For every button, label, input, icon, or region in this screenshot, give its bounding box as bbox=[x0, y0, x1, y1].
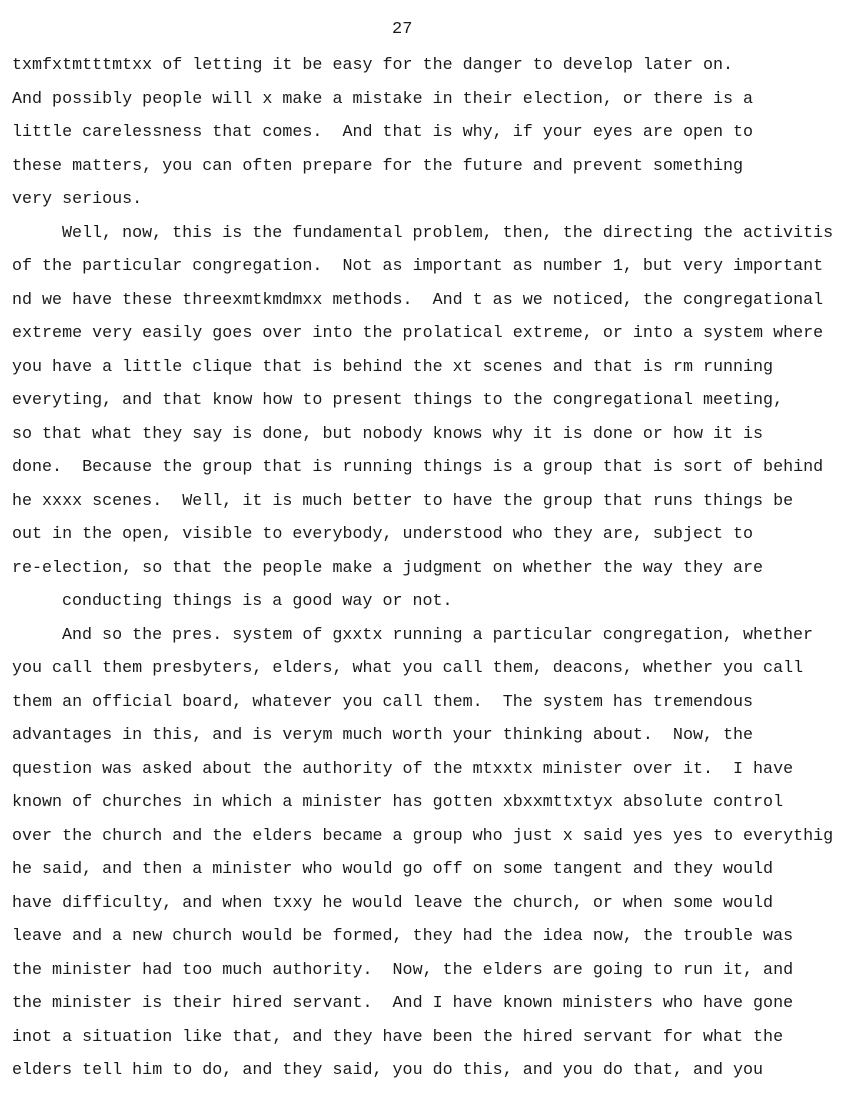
text-line: elders tell him to do, and they said, you do this, and you do that, and you bbox=[12, 1061, 764, 1080]
text-line: of the particular congregation. Not as important as number 1, but very important bbox=[12, 257, 824, 276]
text-line: very serious. bbox=[12, 190, 143, 209]
text-line: done. Because the group that is running things is a group that is sort of behind bbox=[12, 458, 824, 477]
text-line: known of churches in which a minister has gotten xbxxmttxtyx absolute control bbox=[12, 793, 784, 812]
text-line: little carelessness that comes. And that is why, if your eyes are open to bbox=[12, 123, 754, 142]
text-line: advantages in this, and is verym much worth your thinking about. Now, the bbox=[12, 726, 754, 745]
text-line: you have a little clique that is behind the xt scenes and that is rm running bbox=[12, 357, 774, 377]
text-line: Well, now, this is the fundamental problem, then, the directing the activitis bbox=[62, 223, 834, 243]
text-line: leave and a new church would be formed, they had the idea now, the trouble was bbox=[12, 927, 794, 946]
text-line: everyting, and that know how to present things to the congregational meeting, bbox=[12, 391, 784, 410]
text-line: the minister is their hired servant. And I have known ministers who have gone bbox=[12, 994, 794, 1013]
text-line: them an official board, whatever you call them. The system has tremendous bbox=[12, 692, 754, 712]
text-line: re-election, so that the people make a judgment on whether the way they are bbox=[12, 558, 764, 578]
text-line: he xxxx scenes. Well, it is much better to have the group that runs things be bbox=[12, 491, 794, 511]
text-line: the minister had too much authority. Now, the elders are going to run it, and bbox=[12, 960, 794, 980]
text-line: extreme very easily goes over into the prolatical extreme, or into a system where bbox=[12, 324, 824, 343]
text-line: And so the pres. system of gxxtx running a particular congregation, whether bbox=[62, 625, 814, 645]
text-line: conducting things is a good way or not. bbox=[62, 592, 453, 611]
text-line: inot a situation like that, and they have been the hired servant for what the bbox=[12, 1027, 784, 1047]
page-number: 27 bbox=[392, 20, 413, 39]
text-line: txmfxtmtttmtxx of letting it be easy for the danger to develop later on. bbox=[12, 56, 734, 75]
text-line: out in the open, visible to everybody, understood who they are, subject to bbox=[12, 525, 754, 544]
text-line: so that what they say is done, but nobody knows why it is done or how it is bbox=[12, 424, 764, 444]
text-line: these matters, you can often prepare for the future and prevent something bbox=[12, 156, 744, 176]
text-line: over the church and the elders became a group who just x said yes yes to everythig bbox=[12, 826, 834, 846]
text-line: And possibly people will x make a mistake in their election, or there is a bbox=[12, 89, 754, 109]
text-line: question was asked about the authority of the mtxxtx minister over it. I have bbox=[12, 759, 794, 779]
text-line: he said, and then a minister who would go off on some tangent and they would bbox=[12, 860, 774, 879]
text-line: have difficulty, and when txxy he would leave the church, or when some would bbox=[12, 893, 774, 913]
text-line: you call them presbyters, elders, what you call them, deacons, whether you call bbox=[12, 659, 804, 678]
text-line: nd we have these threexmtkmdmxx methods. And t as we noticed, the congregational bbox=[12, 290, 824, 310]
